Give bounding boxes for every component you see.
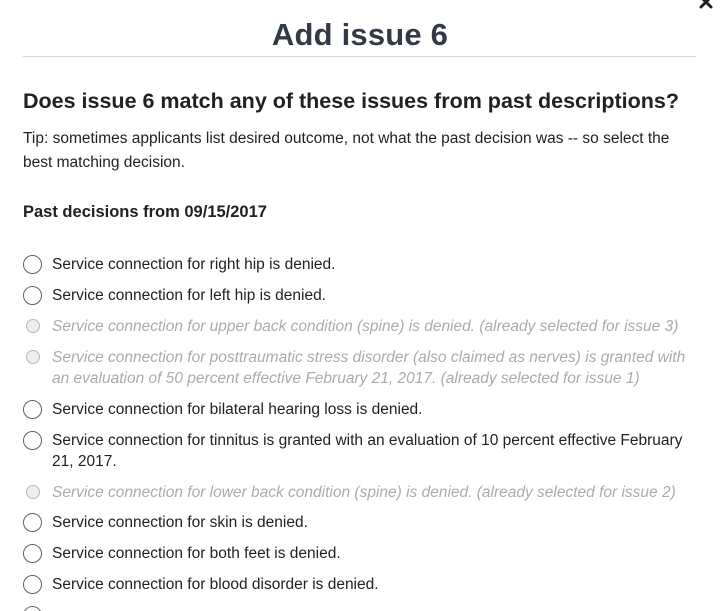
radio-button[interactable] (23, 606, 42, 611)
radio-button-disabled (26, 485, 40, 499)
modal-title: Add issue 6 (271, 17, 449, 52)
radio-button-disabled (26, 350, 40, 364)
decision-option-disabled (23, 316, 695, 337)
decision-option-disabled (23, 347, 695, 389)
radio-button[interactable] (23, 255, 42, 274)
decision-label: Service connection for lower back condition (spine) is denied. (already selected for issue 2) (52, 484, 676, 501)
decision-label: Service connection for blood disorder is denied. (52, 576, 379, 593)
radio-button[interactable] (23, 513, 42, 532)
past-decisions-heading: Past decisions from 09/15/2017 (23, 203, 267, 221)
decision-option[interactable] (23, 543, 695, 564)
decision-option[interactable] (23, 574, 695, 595)
decision-option[interactable] (23, 399, 695, 420)
decision-option[interactable] (23, 430, 695, 472)
decision-option[interactable] (23, 512, 695, 533)
radio-button[interactable] (23, 400, 42, 419)
decision-label: Service connection for bilateral hearing loss is denied. (52, 401, 423, 418)
decision-option-disabled (23, 482, 695, 503)
decision-option-partial[interactable] (23, 605, 695, 611)
radio-button[interactable] (23, 286, 42, 305)
decision-label: Service connection for left hip is denied. (52, 287, 326, 304)
decision-label: Service connection for upper back condition (spine) is denied. (already selected for issue 3) (52, 318, 679, 335)
radio-button[interactable] (23, 544, 42, 563)
radio-button[interactable] (23, 431, 42, 450)
question-heading: Does issue 6 match any of these issues from past descriptions? (23, 89, 679, 113)
decision-label: Service connection for posttraumatic stress disorder (also claimed as nerves) is granted with an evaluation of 50 percent effective February 21, 2017. (already selected for issue 1) (52, 349, 686, 387)
decision-label: Service connection for both feet is denied. (52, 545, 341, 562)
decision-option[interactable] (23, 254, 695, 275)
radio-button-disabled (26, 319, 40, 333)
decision-label: Service connection for skin is denied. (52, 514, 308, 531)
decision-label: Service connection for tinnitus is granted with an evaluation of 10 percent effective February 21, 2017. (52, 432, 683, 470)
tip-text: Tip: sometimes applicants list desired outcome, not what the past decision was -- so select the best matching decision. (23, 130, 670, 171)
decision-option[interactable] (23, 285, 695, 306)
radio-button[interactable] (23, 575, 42, 594)
decision-label: Service connection for right hip is denied. (52, 256, 336, 273)
